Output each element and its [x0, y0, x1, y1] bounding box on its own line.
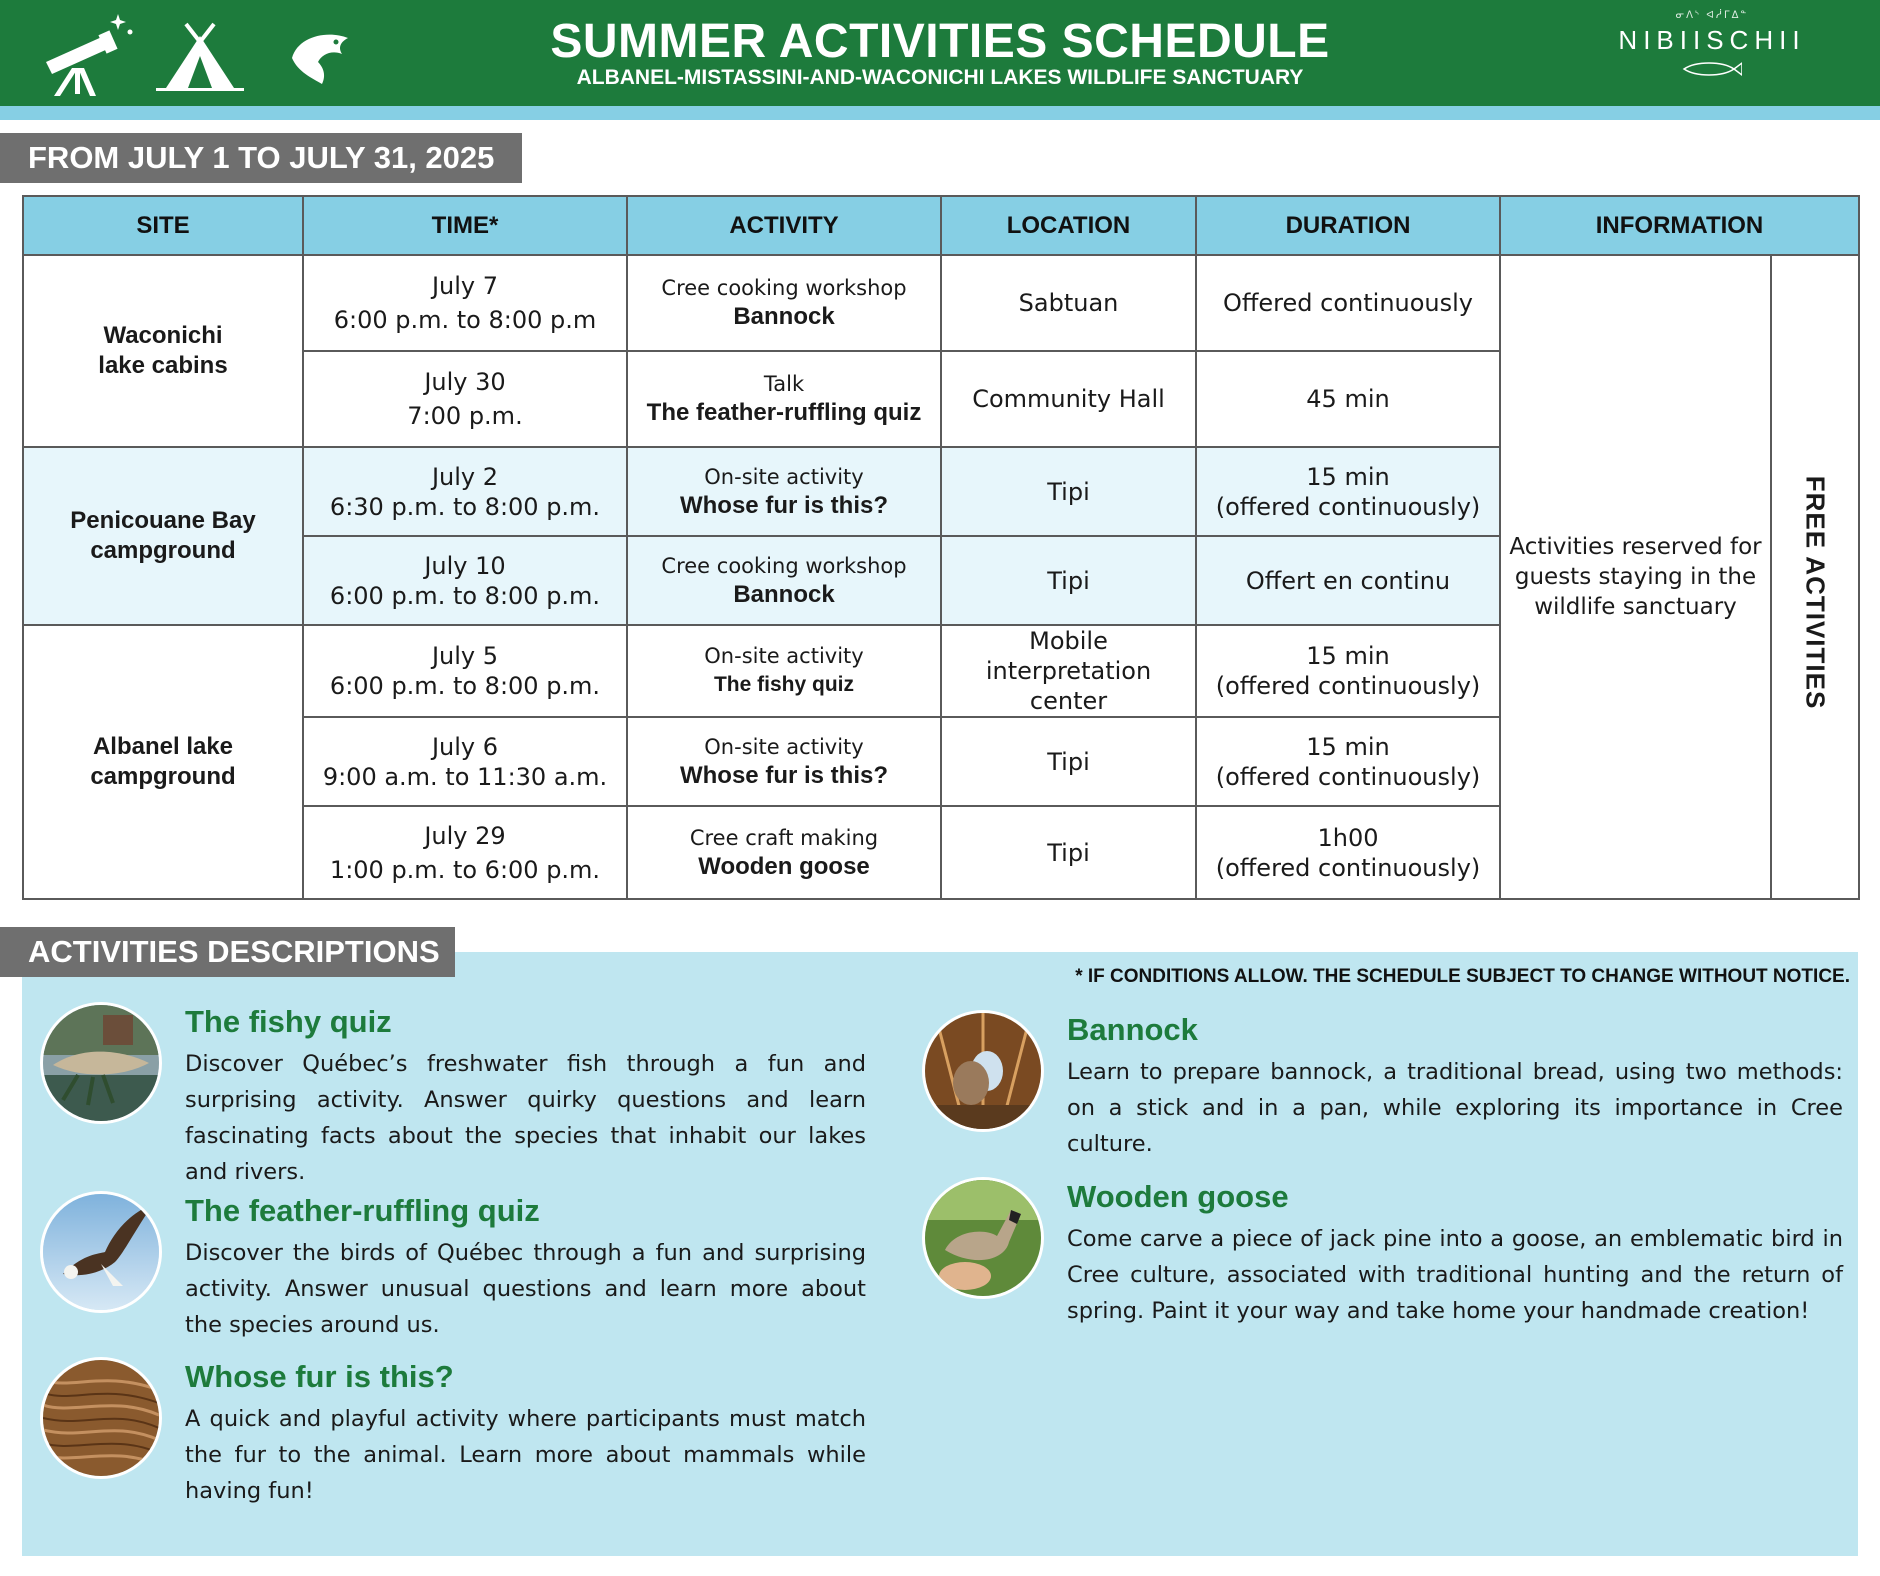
- item-text: Learn to prepare bannock, a traditional bread, using two methods: on a stick and in a pan, while exploring its importance in Cree culture.: [1067, 1059, 1843, 1157]
- location-cell: Community Hall: [941, 351, 1196, 447]
- duration-cell: 15 min (offered continuously): [1196, 717, 1500, 806]
- location-cell: Sabtuan: [941, 255, 1196, 351]
- location-cell: Mobile interpretation center: [941, 625, 1196, 717]
- item-text: Discover Québec’s freshwater fish through a fun and surprising activity. Answer quirky questions and learn fascinating facts about the species that inhabit our lakes and rivers.: [185, 1051, 866, 1185]
- activity-cell: [627, 806, 941, 899]
- activity-type: On-site activity: [704, 644, 864, 668]
- item-title: The fishy quiz: [185, 1004, 392, 1039]
- site-cell: Albanel lake campground: [23, 625, 303, 899]
- activity-name: Whose fur is this?: [679, 491, 888, 519]
- duration-cell: 15 min (offered continuously): [1196, 447, 1500, 536]
- activity-name: Bannock: [733, 580, 835, 608]
- location-cell: Tipi: [941, 447, 1196, 536]
- date-text: July 2: [431, 462, 499, 491]
- activity-cell: [627, 351, 941, 447]
- table-header-row: [23, 196, 1859, 255]
- activity-cell: [627, 255, 941, 351]
- location-cell: Tipi: [941, 536, 1196, 625]
- date-range-tag: FROM JULY 1 TO JULY 31, 2025: [0, 133, 522, 183]
- logo-fish-icon: [1682, 60, 1742, 78]
- logo-wordmark: NIBIISCHII: [1618, 25, 1806, 55]
- page-title: SUMMER ACTIVITIES SCHEDULE: [550, 15, 1330, 68]
- activity-name: Whose fur is this?: [679, 761, 888, 789]
- time-cell: [303, 625, 627, 717]
- header-information: INFORMATION: [1500, 196, 1859, 255]
- time-cell: [303, 536, 627, 625]
- eagle-photo: [40, 1191, 162, 1313]
- activity-cell: [627, 447, 941, 536]
- item-text: Discover the birds of Québec through a fun and surprising activity. Answer unusual questions and learn more about the species around us.: [185, 1240, 866, 1338]
- duration-cell: 1h00 (offered continuously): [1196, 806, 1500, 899]
- free-activities-label: FREE ACTIVITIES: [1800, 475, 1831, 710]
- time-text: 6:30 p.m. to 8:00 p.m.: [329, 492, 601, 521]
- date-text: July 6: [431, 732, 499, 761]
- time-text: 6:00 p.m. to 8:00 p.m: [333, 306, 597, 334]
- schedule-note: * IF CONDITIONS ALLOW. THE SCHEDULE SUBJECT TO CHANGE WITHOUT NOTICE.: [1075, 966, 1850, 987]
- time-cell: [303, 717, 627, 806]
- time-text: 6:00 p.m. to 8:00 p.m.: [329, 581, 601, 610]
- duration-cell: Offered continuously: [1196, 255, 1500, 351]
- duration-cell: 45 min: [1196, 351, 1500, 447]
- duration-cell: 15 min (offered continuously): [1196, 625, 1500, 717]
- date-text: July 29: [424, 821, 506, 850]
- fur-photo: [40, 1357, 162, 1479]
- activity-type: Cree cooking workshop: [661, 276, 907, 300]
- fishing-photo: [40, 1002, 162, 1124]
- header-duration: DURATION: [1196, 196, 1500, 255]
- description-fishy-quiz: [40, 1002, 866, 1185]
- nibiischii-logo: [1612, 10, 1812, 100]
- date-text: July 7: [431, 272, 499, 300]
- description-bannock: [922, 1010, 1848, 1170]
- item-title: Wooden goose: [1067, 1179, 1289, 1214]
- activity-type: On-site activity: [704, 734, 864, 759]
- description-whose-fur: [40, 1357, 866, 1517]
- header-site: SITE: [23, 196, 303, 255]
- free-activities-cell: [1771, 255, 1859, 899]
- duration-cell: Offert en continu: [1196, 536, 1500, 625]
- time-cell: [303, 806, 627, 899]
- header-location: LOCATION: [941, 196, 1196, 255]
- activity-type: Talk: [763, 372, 805, 396]
- item-title: Whose fur is this?: [185, 1359, 454, 1394]
- location-cell: Tipi: [941, 717, 1196, 806]
- date-text: July 10: [424, 551, 506, 580]
- logo-syllabics: ᓂᐱᔅ ᐊᓲᒥᐃᓐ: [1675, 10, 1749, 21]
- page-subtitle: ALBANEL-MISTASSINI-AND-WACONICHI LAKES WILDLIFE SANCTUARY: [576, 66, 1304, 89]
- item-text: Come carve a piece of jack pine into a goose, an emblematic bird in Cree culture, associated with traditional hunting and the return of spring. Paint it your way and take home your handmade creation!: [1067, 1226, 1843, 1324]
- activity-cell: [627, 536, 941, 625]
- activity-cell: [627, 717, 941, 806]
- site-cell: Penicouane Bay campground: [23, 447, 303, 625]
- time-text: 1:00 p.m. to 6:00 p.m.: [329, 855, 601, 884]
- header-activity: ACTIVITY: [627, 196, 941, 255]
- date-text: July 5: [431, 642, 499, 670]
- schedule-table: [22, 195, 1860, 900]
- site-cell: Waconichi lake cabins: [23, 255, 303, 447]
- activity-type: Cree cooking workshop: [661, 553, 907, 578]
- item-text: A quick and playful activity where participants must match the fur to the animal. Learn more about mammals while having fun!: [185, 1406, 866, 1504]
- description-feather-quiz: [40, 1191, 866, 1351]
- location-cell: Tipi: [941, 806, 1196, 899]
- time-text: 7:00 p.m.: [407, 402, 523, 430]
- bannock-photo: [922, 1010, 1044, 1132]
- time-cell: [303, 351, 627, 447]
- activity-name: Bannock: [733, 303, 835, 330]
- header-stripe: [0, 106, 1880, 120]
- time-cell: [303, 255, 627, 351]
- wooden-goose-photo: [922, 1177, 1044, 1299]
- activity-name: The fishy quiz: [713, 673, 854, 696]
- descriptions-tag: ACTIVITIES DESCRIPTIONS: [0, 927, 455, 977]
- activity-type: Cree craft making: [689, 825, 879, 850]
- activity-type: On-site activity: [704, 464, 864, 489]
- activity-name: The feather-ruffling quiz: [646, 399, 922, 426]
- item-title: Bannock: [1067, 1012, 1198, 1047]
- header-time: TIME*: [303, 196, 627, 255]
- activity-cell: [627, 625, 941, 717]
- table-row: [23, 255, 1859, 351]
- information-cell: Activities reserved for guests staying in the wildlife sanctuary: [1500, 255, 1771, 899]
- item-title: The feather-ruffling quiz: [185, 1193, 540, 1228]
- time-cell: [303, 447, 627, 536]
- time-text: 9:00 a.m. to 11:30 a.m.: [322, 762, 608, 791]
- activity-name: Wooden goose: [698, 852, 870, 880]
- date-text: July 30: [424, 368, 506, 396]
- time-text: 6:00 p.m. to 8:00 p.m.: [329, 672, 601, 700]
- description-wooden-goose: [922, 1177, 1848, 1337]
